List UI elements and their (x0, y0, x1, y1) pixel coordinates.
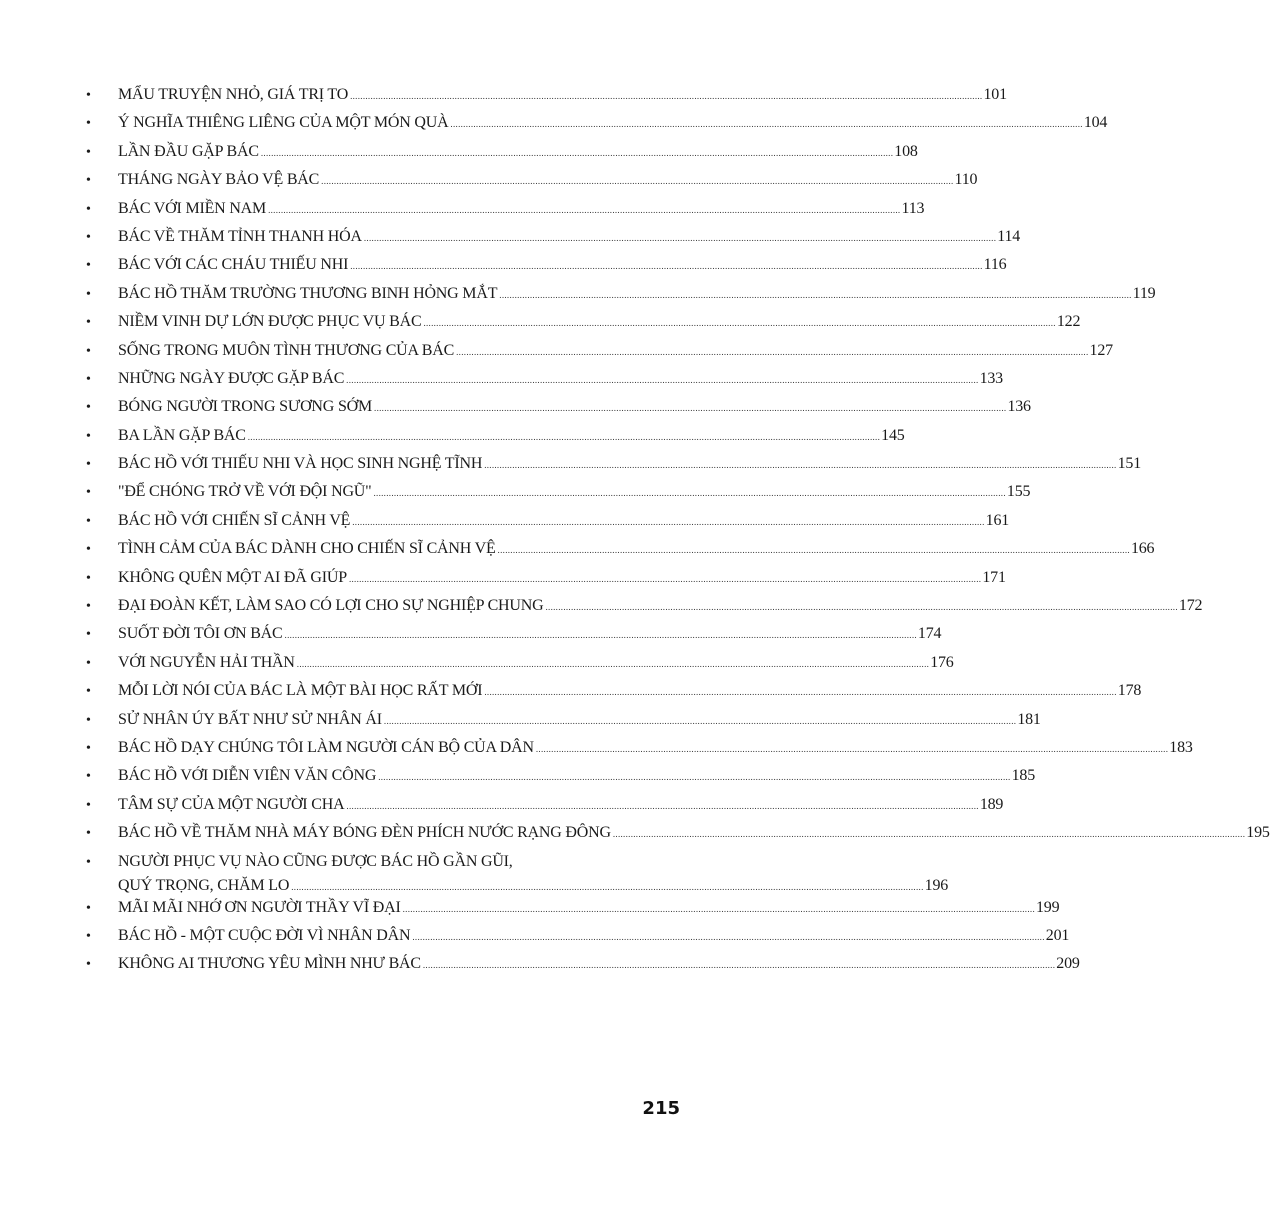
toc-entry (86, 824, 1270, 852)
entry-page: 209 (1056, 955, 1080, 973)
entry-page: 133 (979, 369, 1003, 387)
toc-entry (86, 227, 1021, 256)
dot-leader (423, 960, 1055, 970)
entry-page: 185 (1011, 767, 1036, 785)
toc-entry (86, 369, 1003, 398)
toc-entry (86, 171, 978, 199)
dot-leader (545, 602, 1177, 612)
toc-entry (86, 256, 1007, 284)
entry-page: 195 (1246, 824, 1270, 842)
entry-title: BÁC VỚI MIỀN NAM (118, 199, 267, 217)
bullet-icon: • (86, 769, 91, 785)
entry-title: MẨU TRUYỆN NHỎ, GIÁ TRỊ TO (118, 86, 349, 103)
entry-page: 145 (881, 426, 905, 444)
bullet-icon: • (86, 116, 91, 132)
bullet-icon: • (86, 229, 91, 245)
dot-leader (350, 261, 982, 271)
bullet-icon: • (86, 542, 91, 558)
bullet-icon: • (86, 513, 91, 529)
toc-entry (86, 511, 1010, 540)
entry-page: 151 (1117, 455, 1141, 473)
bullet-icon: • (86, 627, 91, 643)
bullet-icon: • (86, 400, 91, 416)
entry-page: 113 (901, 199, 925, 217)
entry-title: KHÔNG QUÊN MỘT AI ĐÃ GIÚP (118, 568, 347, 586)
bullet-icon: • (86, 740, 91, 756)
entry-page: 110 (954, 171, 978, 189)
entry-title: VỚI NGUYỄN HẢI THẦN (118, 653, 295, 671)
toc-entry (86, 653, 954, 682)
toc-entry (86, 682, 1142, 710)
toc-entry (86, 625, 942, 653)
entry-title: ĐẠI ĐOÀN KẾT, LÀM SAO CÓ LỢI CHO SỰ NGHIỆP CHUNG (118, 597, 544, 615)
entry-title: TÂM SỰ CỦA MỘT NGƯỜI CHA (118, 795, 345, 813)
entry-title: BÁC VỚI CÁC CHÁU THIẾU NHI (118, 256, 349, 274)
bullet-icon: • (86, 900, 91, 916)
bullet-icon: • (86, 173, 91, 189)
toc-entry (86, 199, 925, 228)
entry-page: 174 (917, 625, 942, 643)
entry-title: NHỮNG NGÀY ĐƯỢC GẶP BÁC (118, 369, 345, 387)
dot-leader (297, 659, 929, 669)
dot-leader (349, 574, 981, 584)
toc-entry (86, 540, 1155, 568)
dot-leader (352, 517, 984, 527)
entry-title: BÁC HỒ - MỘT CUỘC ĐỜI VÌ NHÂN DÂN (118, 926, 411, 944)
toc-entry (86, 455, 1141, 483)
dot-leader (423, 318, 1055, 328)
entry-page: 114 (997, 227, 1021, 245)
dot-leader (268, 205, 900, 215)
bullet-icon: • (86, 258, 91, 274)
bullet-icon: • (86, 928, 91, 944)
dot-leader (346, 375, 978, 385)
entry-title: KHÔNG AI THƯƠNG YÊU MÌNH NHƯ BÁC (118, 955, 421, 973)
bullet-icon: • (86, 343, 91, 359)
entry-page: 101 (983, 86, 1007, 103)
dot-leader (346, 801, 978, 811)
bullet-icon: • (86, 599, 91, 615)
dot-leader (403, 904, 1035, 914)
entry-title: SỬ NHÂN ÚY BẤT NHƯ SỬ NHÂN ÁI (118, 710, 382, 728)
entry-page: 171 (982, 568, 1006, 586)
toc-entry (86, 341, 1113, 370)
entry-page: 119 (1132, 284, 1156, 302)
entry-page: 178 (1117, 682, 1142, 700)
toc-entry (86, 767, 1036, 795)
dot-leader (374, 403, 1006, 413)
entry-title: BÁC HỒ DẠY CHÚNG TÔI LÀM NGƯỜI CÁN BỘ CỦA DÂN (118, 738, 534, 756)
bullet-icon: • (86, 826, 91, 842)
dot-leader (484, 460, 1116, 470)
toc-entry (86, 710, 1041, 739)
bullet-icon: • (86, 428, 91, 444)
toc-entry (86, 597, 1203, 625)
toc-entry (86, 898, 1060, 927)
entry-title: BA LẦN GẶP BÁC (118, 426, 246, 444)
dot-leader (285, 630, 917, 640)
toc-entry (86, 142, 918, 171)
entry-title: Ý NGHĨA THIÊNG LIÊNG CỦA MỘT MÓN QUÀ (118, 114, 449, 132)
dot-leader (384, 716, 1016, 726)
entry-page: 116 (983, 256, 1007, 274)
entry-title: BÁC HỒ VỚI DIỄN VIÊN VĂN CÔNG (118, 767, 377, 785)
entry-page: 136 (1007, 398, 1031, 416)
bullet-icon: • (86, 315, 91, 331)
entry-page: 108 (894, 142, 918, 160)
toc-entry (86, 483, 1031, 511)
toc-entry (86, 926, 1070, 955)
dot-leader (350, 91, 982, 101)
toc-entry (86, 398, 1031, 426)
dot-leader (456, 347, 1088, 357)
entry-title: BÁC HỒ VỀ THĂM NHÀ MÁY BÓNG ĐÈN PHÍCH NƯỚC RẠNG ĐÔNG (118, 824, 611, 842)
entry-title: MÃI MÃI NHỚ ƠN NGƯỜI THẦY VĨ ĐẠI (118, 898, 401, 916)
toc-entry (86, 955, 1080, 983)
entry-page: 104 (1083, 114, 1108, 132)
entry-title: THÁNG NGÀY BẢO VỆ BÁC (118, 171, 320, 189)
entry-title: BÁC HỒ THĂM TRƯỜNG THƯƠNG BINH HỎNG MẮT (118, 284, 498, 302)
bullet-icon: • (86, 286, 91, 302)
entry-page: 201 (1045, 926, 1070, 944)
entry-title: MỖI LỜI NÓI CỦA BÁC LÀ MỘT BÀI HỌC RẤT MỚI (118, 682, 483, 700)
entry-page: 122 (1056, 313, 1081, 331)
toc-entry (86, 738, 1193, 767)
bullet-icon: • (86, 457, 91, 473)
bullet-icon: • (86, 570, 91, 586)
entry-title: "ĐỂ CHÓNG TRỞ VỀ VỚI ĐỘI NGŨ" (118, 483, 372, 501)
toc-entry (86, 284, 1156, 313)
dot-leader (484, 687, 1116, 697)
entry-title-line2: QUÝ TRỌNG, CHĂM LO (118, 876, 290, 894)
bullet-icon: • (86, 957, 91, 973)
entry-title: BÓNG NGƯỜI TRONG SƯƠNG SỚM (118, 398, 373, 416)
dot-leader (261, 148, 893, 158)
entry-title: BÁC HỒ VỚI THIẾU NHI VÀ HỌC SINH NGHỆ TĨNH (118, 455, 483, 473)
toc-entry (86, 568, 1006, 597)
toc-entry (86, 795, 1004, 824)
entry-title: SUỐT ĐỜI TÔI ƠN BÁC (118, 625, 283, 643)
entry-title: BÁC HỒ VỚI CHIẾN SĨ CẢNH VỆ (118, 511, 351, 529)
dot-leader (378, 772, 1010, 782)
bullet-icon: • (86, 88, 91, 103)
entry-page: 127 (1089, 341, 1113, 359)
entry-page: 176 (930, 653, 954, 671)
bullet-icon: • (86, 854, 91, 870)
bullet-icon: • (86, 655, 91, 671)
page-number: 215 (642, 1098, 680, 1119)
dot-leader (450, 119, 1082, 129)
dot-leader (613, 829, 1245, 839)
dot-leader (412, 932, 1044, 942)
entry-title: LẦN ĐẦU GẶP BÁC (118, 142, 259, 160)
toc-entry (86, 852, 949, 899)
bullet-icon: • (86, 797, 91, 813)
bullet-icon: • (86, 144, 91, 160)
entry-page: 155 (1006, 483, 1031, 501)
entry-page: 189 (979, 795, 1004, 813)
dot-leader (321, 176, 953, 186)
dot-leader (536, 744, 1168, 754)
entry-title: SỐNG TRONG MUÔN TÌNH THƯƠNG CỦA BÁC (118, 341, 455, 359)
toc-entry (86, 114, 1108, 142)
table-of-contents (86, 86, 1270, 984)
bullet-icon: • (86, 371, 91, 387)
entry-title: BÁC VỀ THĂM TỈNH THANH HÓA (118, 227, 362, 245)
bullet-icon: • (86, 485, 91, 501)
dot-leader (364, 233, 996, 243)
dot-leader (291, 882, 923, 892)
toc-entry (86, 86, 1007, 114)
toc-entry (86, 313, 1081, 341)
entry-title-line1: NGƯỜI PHỤC VỤ NÀO CŨNG ĐƯỢC BÁC HỒ GẦN GŨI, (118, 852, 513, 870)
dot-leader (498, 545, 1130, 555)
entry-page: 196 (924, 876, 949, 894)
bullet-icon: • (86, 684, 91, 700)
entry-title: TÌNH CẢM CỦA BÁC DÀNH CHO CHIẾN SĨ CẢNH VỆ (118, 540, 496, 558)
bullet-icon: • (86, 201, 91, 217)
entry-page: 172 (1178, 597, 1203, 615)
entry-page: 161 (985, 511, 1010, 529)
entry-page: 199 (1036, 898, 1060, 916)
entry-page: 181 (1017, 710, 1041, 728)
entry-page: 166 (1130, 540, 1155, 558)
dot-leader (248, 432, 880, 442)
entry-title: NIỀM VINH DỰ LỚN ĐƯỢC PHỤC VỤ BÁC (118, 313, 422, 331)
dot-leader (373, 488, 1005, 498)
entry-page: 183 (1169, 738, 1193, 756)
dot-leader (499, 290, 1131, 300)
bullet-icon: • (86, 712, 91, 728)
toc-entry (86, 426, 905, 455)
